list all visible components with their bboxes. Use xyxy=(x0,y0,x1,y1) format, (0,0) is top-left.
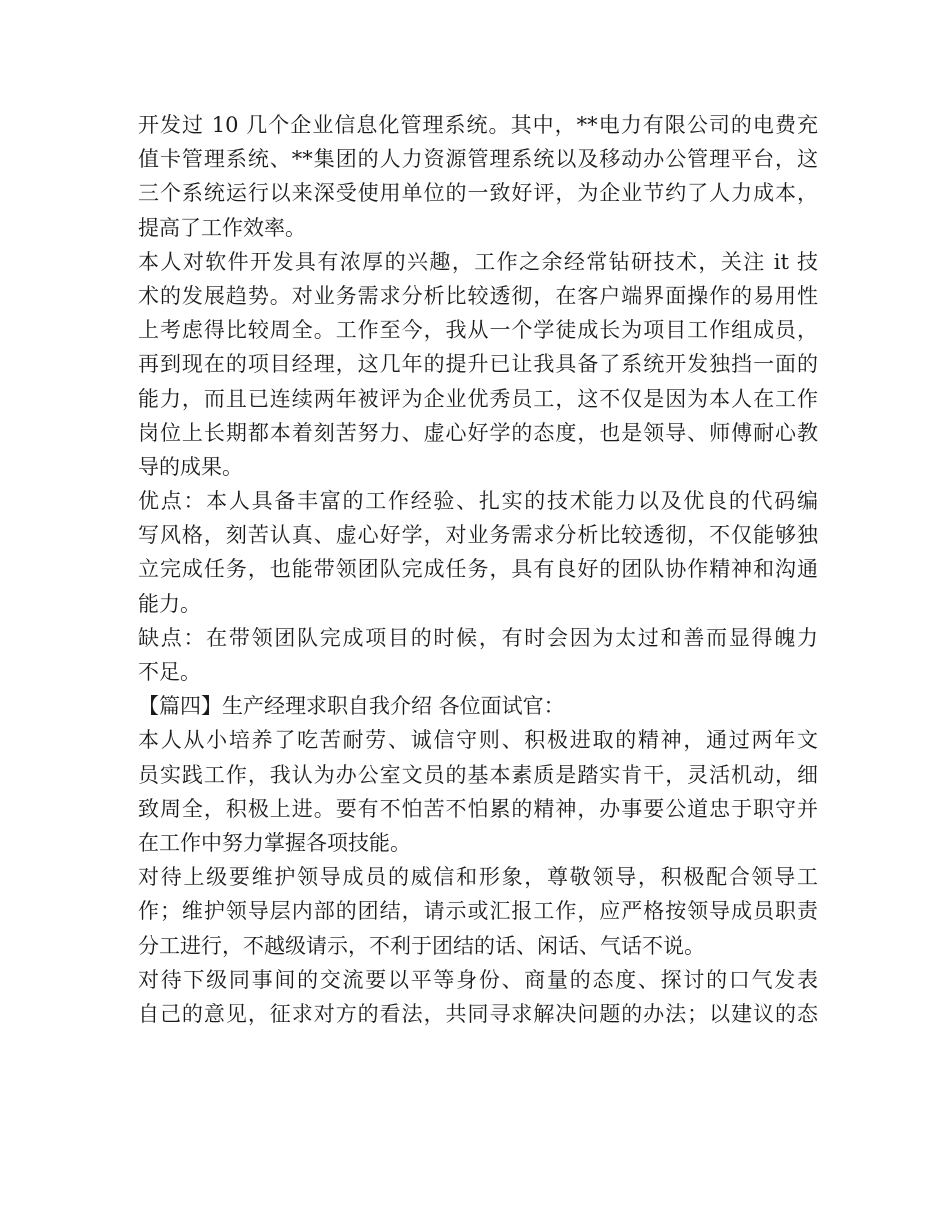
text-line: 值卡管理系统、**集团的人力资源管理系统以及移动办公管理平台，这 xyxy=(138,147,818,172)
text-line: 能力，而且已连续两年被评为企业优秀员工，这不仅是因为本人在工作 xyxy=(138,386,818,411)
text-line: 上考虑得比较周全。工作至今，我从一个学徒成长为项目工作组成员， xyxy=(138,318,818,343)
text-line: 本人对软件开发具有浓厚的兴趣，工作之余经常钻研技术，关注 it 技 xyxy=(138,249,818,274)
text-line: 缺点：在带领团队完成项目的时候，有时会因为太过和善而显得魄力 xyxy=(138,625,818,650)
text-line: 三个系统运行以来深受使用单位的一致好评，为企业节约了人力成本， xyxy=(138,181,818,206)
text-line: 立完成任务，也能带领团队完成任务，具有良好的团队协作精神和沟通 xyxy=(138,557,818,582)
text-line: 员实践工作，我认为办公室文员的基本素质是踏实肯干，灵活机动，细 xyxy=(138,762,818,787)
text-line: 术的发展趋势。对业务需求分析比较透彻，在客户端界面操作的易用性 xyxy=(138,283,818,308)
text-line: 优点：本人具备丰富的工作经验、扎实的技术能力以及优良的代码编 xyxy=(138,489,818,514)
text-line: 致周全，积极上进。要有不怕苦不怕累的精神，办事要公道忠于职守并 xyxy=(138,796,818,821)
text-line: 分工进行，不越级请示，不利于团结的话、闲话、气话不说。 xyxy=(138,933,705,958)
text-line: 再到现在的项目经理，这几年的提升已让我具备了系统开发独挡一面的 xyxy=(138,352,818,377)
text-line: 开发过 10 几个企业信息化管理系统。其中，**电力有限公司的电费充 xyxy=(138,113,818,137)
text-line: 在工作中努力掌握各项技能。 xyxy=(138,830,411,855)
text-line: 写风格，刻苦认真、虚心好学，对业务需求分析比较透彻，不仅能够独 xyxy=(138,523,818,548)
text-line: 对待下级同事间的交流要以平等身份、商量的态度、探讨的口气发表 xyxy=(138,967,818,992)
text-line: 作；维护领导层内部的团结，请示或汇报工作，应严格按领导成员职责 xyxy=(138,899,818,924)
text-line: 导的成果。 xyxy=(138,454,243,479)
text-line: 岗位上长期都本着刻苦努力、虚心好学的态度，也是领导、师傅耐心教 xyxy=(138,420,818,445)
document-body xyxy=(138,108,818,1031)
section-heading: 【篇四】生产经理求职自我介绍 各位面试官： xyxy=(138,694,565,719)
text-line: 本人从小培养了吃苦耐劳、诚信守则、积极进取的精神，通过两年文 xyxy=(138,728,818,753)
text-line: 自己的意见，征求对方的看法，共同寻求解决问题的办法；以建议的态 xyxy=(138,1001,818,1026)
text-line: 不足。 xyxy=(138,660,201,684)
text-line: 对待上级要维护领导成员的威信和形象，尊敬领导，积极配合领导工 xyxy=(138,865,818,890)
text-line: 提高了工作效率。 xyxy=(138,215,306,240)
text-line: 能力。 xyxy=(138,591,201,616)
